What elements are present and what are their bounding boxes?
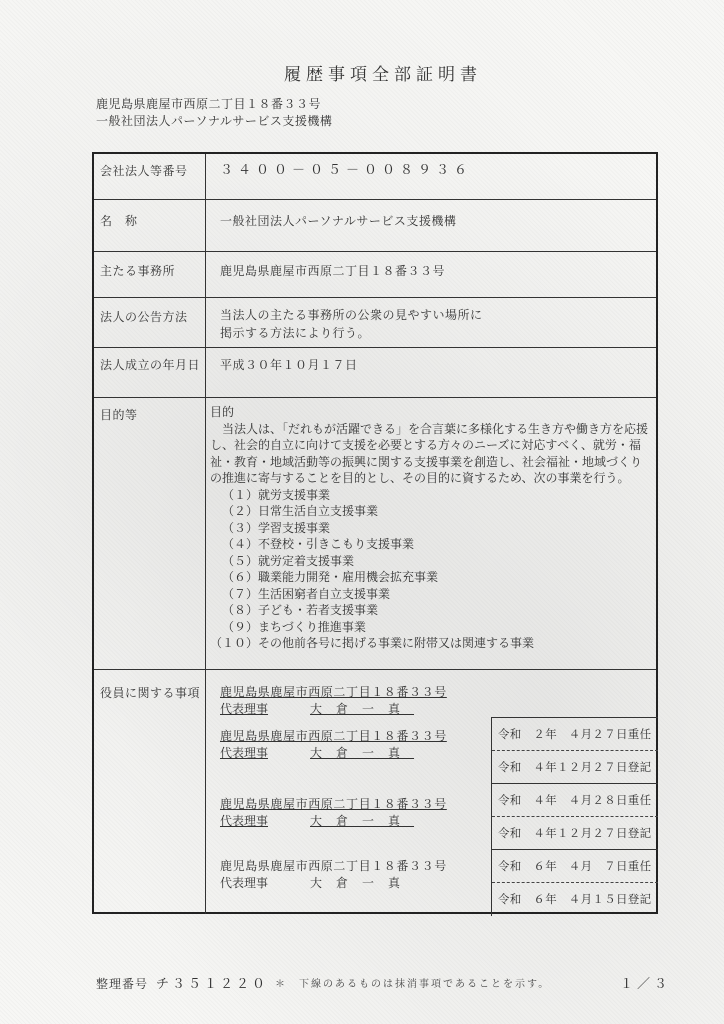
column-divider xyxy=(205,200,206,251)
officer-name: 大倉一真 xyxy=(310,746,415,760)
value-corporate-number: ３４００－０５－００８９３６ xyxy=(220,163,473,178)
purpose-content xyxy=(210,404,650,652)
reference-label: 整理番号 xyxy=(96,977,149,991)
date-entry: 令和 ４年１２月２７日登記 xyxy=(492,817,658,850)
officer-name: 大倉一真 xyxy=(310,702,415,716)
purpose-items xyxy=(210,487,650,652)
row-public-notice xyxy=(94,298,656,348)
purpose-item: （１０）その他前各号に掲げる事業に附帯又は関連する事業 xyxy=(210,636,535,650)
purpose-item: （６）職業能力開発・雇用機会拡充事業 xyxy=(222,570,439,584)
row-name xyxy=(94,200,656,252)
purpose-heading: 目的 xyxy=(210,405,235,419)
label-purpose: 目的等 xyxy=(100,408,138,422)
label-public-notice: 法人の公告方法 xyxy=(100,310,188,324)
column-divider xyxy=(205,252,206,297)
public-notice-line-1: 当法人の主たる事務所の公衆の見やすい場所に xyxy=(220,308,483,322)
row-main-office xyxy=(94,252,656,298)
officer-role: 代表理事 xyxy=(220,814,269,828)
purpose-item: （３）学習支援事業 xyxy=(222,520,331,535)
footer-note: ＊ 下線のあるものは抹消事項であることを示す。 xyxy=(275,979,551,990)
label-name: 名 称 xyxy=(100,214,138,228)
officer-address: 鹿児島県鹿屋市西原二丁目１８番３３号 xyxy=(220,797,447,811)
officer-name: 大倉一真 xyxy=(310,876,415,890)
document-title: 履歴事項全部証明書 xyxy=(284,65,482,85)
officer-dates-table xyxy=(491,717,658,916)
officer-role: 代表理事 xyxy=(220,876,269,890)
footer-reference xyxy=(96,973,268,992)
value-establishment-date: 平成３０年１０月１７日 xyxy=(220,358,358,372)
row-purpose xyxy=(94,398,656,670)
purpose-item: （１）就労支援事業 xyxy=(222,487,331,502)
officer-role: 代表理事 xyxy=(220,746,269,760)
purpose-item: （８）子ども・若者支援事業 xyxy=(222,603,379,617)
purpose-item: （２）日常生活自立支援事業 xyxy=(222,504,379,518)
purpose-item: （７）生活困窮者自立支援事業 xyxy=(222,586,391,601)
value-name: 一般社団法人パーソナルサービス支援機構 xyxy=(220,214,457,228)
date-entry: 令和 ６年 ４月１５日登記 xyxy=(498,892,652,906)
date-entry: 令和 ４年 ４月２８日重任 xyxy=(492,784,658,817)
date-entry: 令和 ４年１２月２７日登記 xyxy=(492,751,658,784)
date-entry: 令和 ６年 ４月 ７日重任 xyxy=(492,850,658,883)
officer-address: 鹿児島県鹿屋市西原二丁目１８番３３号 xyxy=(220,729,447,743)
column-divider xyxy=(205,398,206,669)
purpose-item: （９）まちづくり推進事業 xyxy=(222,619,366,634)
page-number: １／３ xyxy=(620,977,672,992)
purpose-item: （５）就労定着支援事業 xyxy=(222,553,355,568)
column-divider xyxy=(205,348,206,397)
column-divider xyxy=(205,298,206,347)
officer-name: 大倉一真 xyxy=(310,814,415,828)
column-divider xyxy=(205,154,206,199)
officer-role: 代表理事 xyxy=(220,702,269,716)
date-entry: 令和 ２年 ４月２７日重任 xyxy=(492,718,658,751)
label-main-office: 主たる事務所 xyxy=(100,264,176,278)
officer-entry xyxy=(220,728,447,762)
purpose-item: （４）不登校・引きこもり支援事業 xyxy=(222,537,415,551)
registry-table xyxy=(92,152,658,914)
officer-entry xyxy=(220,858,447,892)
value-public-notice xyxy=(220,306,483,342)
label-establishment-date: 法人成立の年月日 xyxy=(100,358,201,372)
row-establishment-date xyxy=(94,348,656,398)
row-corporate-number xyxy=(94,154,656,200)
row-officers xyxy=(94,670,656,914)
purpose-paragraph: 当法人は、「だれもが活躍できる」を合言葉に多様化する生き方や働き方を応援し、社会的自立に向けて支援を必要とする方々のニーズに対応すべく、就労・福祉・教育・地域活動等の振興に関する支援事業を創造し、社会福祉・地域づくりの推進に寄与することを目的とし、その目的に資するため、次の事業を行う。 xyxy=(210,421,649,485)
officer-entry xyxy=(220,684,447,718)
value-main-office: 鹿児島県鹿屋市西原二丁目１８番３３号 xyxy=(220,264,446,278)
column-divider xyxy=(205,670,206,914)
public-notice-line-2: 掲示する方法により行う。 xyxy=(220,326,371,340)
header-address: 鹿児島県鹿屋市西原二丁目１８番３３号 xyxy=(96,97,322,111)
header-organization-name: 一般社団法人パーソナルサービス支援機構 xyxy=(96,114,333,128)
label-corporate-number: 会社法人等番号 xyxy=(100,164,188,178)
officer-entry xyxy=(220,796,447,830)
officer-address: 鹿児島県鹿屋市西原二丁目１８番３３号 xyxy=(220,685,447,699)
label-officers: 役員に関する事項 xyxy=(100,686,201,700)
officer-address: 鹿児島県鹿屋市西原二丁目１８番３３号 xyxy=(220,859,447,873)
reference-number: チ３５１２２０ xyxy=(156,977,269,992)
